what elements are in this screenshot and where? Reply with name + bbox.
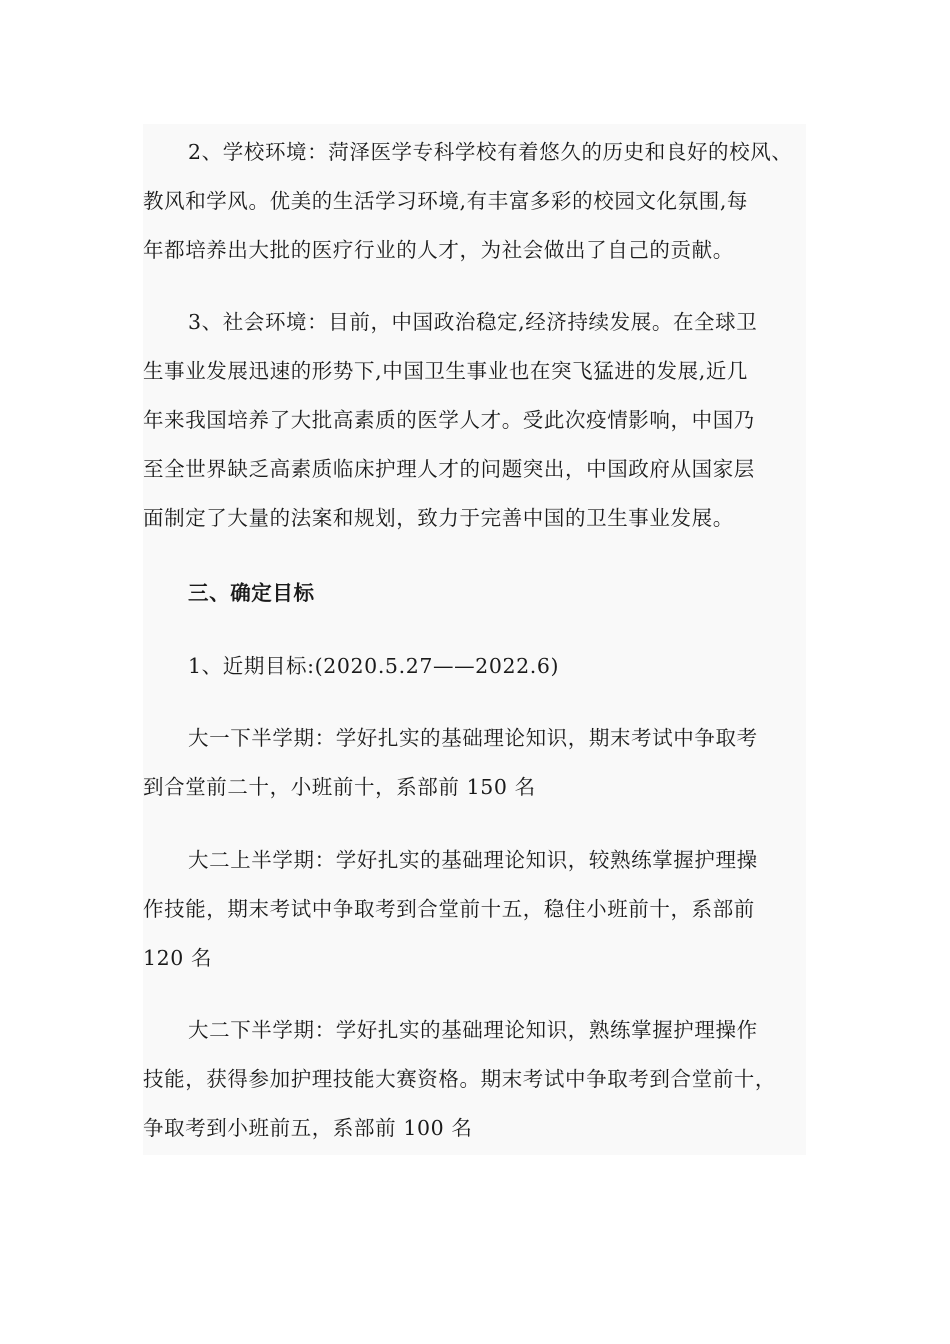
text-line: 争取考到小班前五，系部前 100 名	[143, 1116, 473, 1140]
text-line: 到合堂前二十，小班前十，系部前 150 名	[143, 775, 536, 799]
paragraph-sophomore-second-semester	[143, 1006, 823, 1153]
text-line: 120 名	[143, 946, 213, 970]
text-line: 技能，获得参加护理技能大赛资格。期末考试中争取考到合堂前十，	[143, 1067, 776, 1091]
paragraph-near-term-goal	[143, 642, 823, 691]
text-line: 年来我国培养了大批高素质的医学人才。受此次疫情影响，中国乃	[143, 408, 755, 432]
text-line: 大二上半学期：学好扎实的基础理论知识，较熟练掌握护理操	[188, 848, 758, 872]
text-line: 2、学校环境：菏泽医学专科学校有着悠久的历史和良好的校风、	[188, 140, 793, 164]
text-line: 大一下半学期：学好扎实的基础理论知识，期末考试中争取考	[188, 726, 758, 750]
section-heading	[143, 569, 823, 618]
text-line: 面制定了大量的法案和规划，致力于完善中国的卫生事业发展。	[143, 506, 734, 530]
paragraph-school-environment	[143, 128, 823, 275]
paragraph-freshman-second-semester	[143, 714, 823, 812]
paragraph-sophomore-first-semester	[143, 836, 823, 983]
paragraph-social-environment	[143, 298, 823, 543]
text-line: 作技能，期末考试中争取考到合堂前十五，稳住小班前十，系部前	[143, 897, 755, 921]
text-line: 1、近期目标:(2020.5.27——2022.6)	[188, 654, 560, 678]
text-line: 至全世界缺乏高素质临床护理人才的问题突出，中国政府从国家层	[143, 457, 755, 481]
heading-text: 三、确定目标	[188, 581, 315, 605]
text-line: 生事业发展迅速的形势下,中国卫生事业也在突飞猛进的发展,近几	[143, 359, 749, 383]
content-background	[143, 124, 806, 1155]
text-line: 教风和学风。优美的生活学习环境,有丰富多彩的校园文化氛围,每	[143, 189, 749, 213]
text-line: 年都培养出大批的医疗行业的人才，为社会做出了自己的贡献。	[143, 238, 734, 262]
text-line: 3、社会环境：目前，中国政治稳定,经济持续发展。在全球卫	[188, 310, 758, 334]
text-line: 大二下半学期：学好扎实的基础理论知识，熟练掌握护理操作	[188, 1018, 758, 1042]
